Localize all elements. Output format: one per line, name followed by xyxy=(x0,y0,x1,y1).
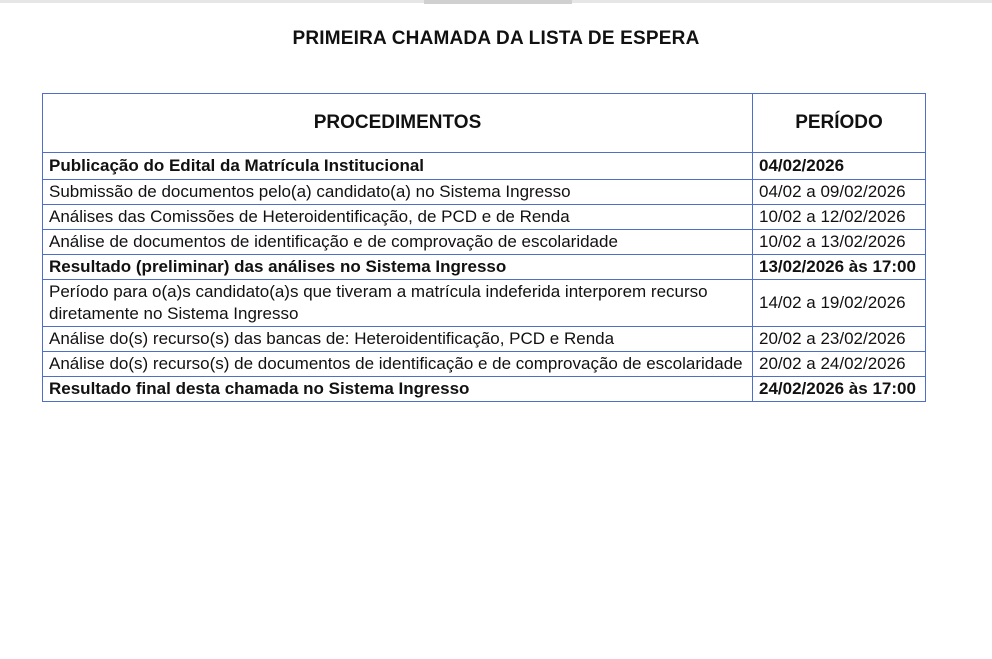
table-row xyxy=(43,180,926,205)
period-cell: 10/02 a 12/02/2026 xyxy=(753,205,926,230)
schedule-table xyxy=(42,93,926,402)
period-cell: 14/02 a 19/02/2026 xyxy=(753,280,926,327)
procedure-cell: Análise do(s) recurso(s) das bancas de: Heteroidentificação, PCD e Renda xyxy=(43,327,753,352)
top-scroll-mark xyxy=(424,0,572,4)
procedure-cell: Resultado (preliminar) das análises no Sistema Ingresso xyxy=(43,255,753,280)
table-row xyxy=(43,205,926,230)
period-cell: 20/02 a 23/02/2026 xyxy=(753,327,926,352)
procedure-cell: Período para o(a)s candidato(a)s que tiveram a matrícula indeferida interporem recurso diretamente no Sistema Ingresso xyxy=(43,280,753,327)
period-cell: 04/02/2026 xyxy=(753,153,926,180)
period-cell: 20/02 a 24/02/2026 xyxy=(753,352,926,377)
header-period: PERÍODO xyxy=(753,94,926,153)
table-row xyxy=(43,230,926,255)
procedure-cell: Análise do(s) recurso(s) de documentos de identificação e de comprovação de escolaridade xyxy=(43,352,753,377)
table-header-row xyxy=(43,94,926,153)
procedure-cell: Publicação do Edital da Matrícula Institucional xyxy=(43,153,753,180)
period-cell: 04/02 a 09/02/2026 xyxy=(753,180,926,205)
header-procedures: PROCEDIMENTOS xyxy=(43,94,753,153)
procedure-cell: Análise de documentos de identificação e de comprovação de escolaridade xyxy=(43,230,753,255)
period-cell: 10/02 a 13/02/2026 xyxy=(753,230,926,255)
table-row xyxy=(43,280,926,327)
table-row xyxy=(43,377,926,402)
table-row xyxy=(43,327,926,352)
procedure-cell: Submissão de documentos pelo(a) candidato(a) no Sistema Ingresso xyxy=(43,180,753,205)
procedure-cell: Análises das Comissões de Heteroidentificação, de PCD e de Renda xyxy=(43,205,753,230)
page-title: PRIMEIRA CHAMADA DA LISTA DE ESPERA xyxy=(292,28,700,49)
table-row xyxy=(43,255,926,280)
period-cell: 24/02/2026 às 17:00 xyxy=(753,377,926,402)
table-row xyxy=(43,153,926,180)
period-cell: 13/02/2026 às 17:00 xyxy=(753,255,926,280)
table-row xyxy=(43,352,926,377)
procedure-cell: Resultado final desta chamada no Sistema Ingresso xyxy=(43,377,753,402)
